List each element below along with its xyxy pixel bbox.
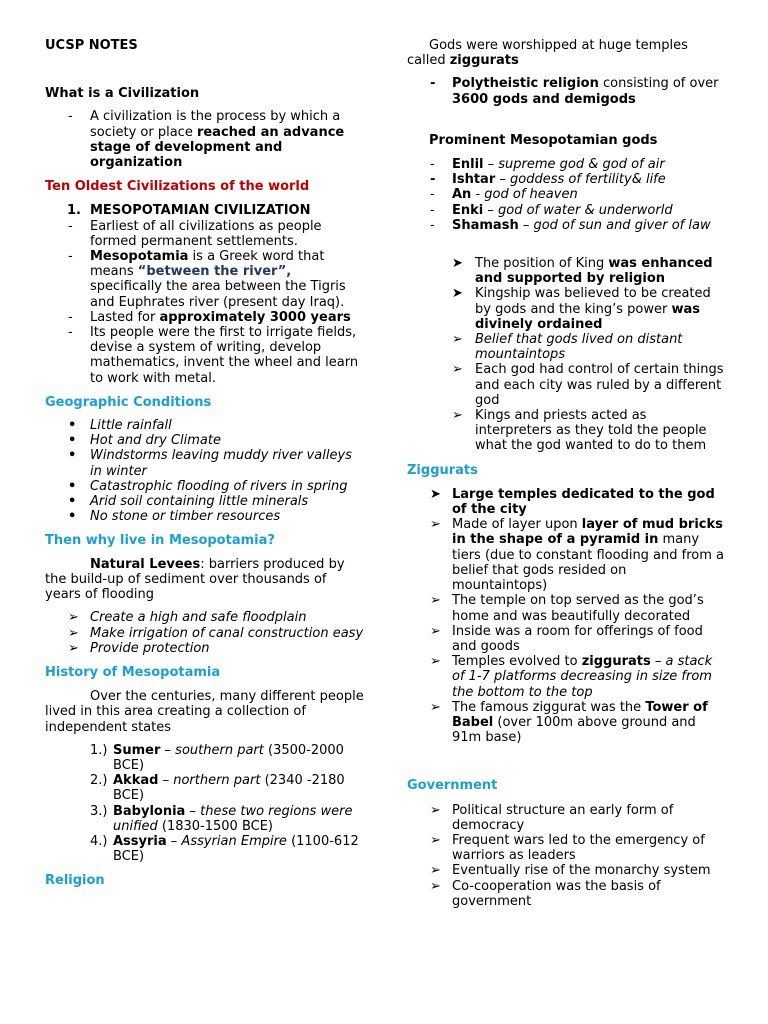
list-item: - Polytheistic religion consisting of over 3600 gods and demigods	[430, 76, 719, 107]
list-item: - Shamash – god of sun and giver of law	[430, 217, 711, 233]
list-item: ➢ Frequent wars led to the emergency of warriors as leaders	[430, 832, 705, 864]
list-item: - Lasted for approximately 3000 years	[68, 309, 351, 325]
ziggurats-list	[407, 487, 725, 745]
list-item: - Enki – god of water & underworld	[430, 202, 673, 218]
list-item: • Windstorms leaving muddy river valleys in winter	[68, 448, 352, 479]
ziggurats-heading: Ziggurats	[407, 462, 478, 478]
religion-heading: Religion	[45, 873, 105, 889]
list-item: ➢ Each god had control of certain things and each city was ruled by a different god	[452, 362, 724, 408]
list-item: ➢ Co-cooperation was the basis of government	[430, 878, 661, 909]
geo-list	[45, 418, 365, 524]
list-item: - A civilization is the process by which a society or place reached an advance stage of development and organization	[68, 109, 345, 171]
list-item: 1.) Sumer – southern part (3500-2000 BCE)	[90, 742, 344, 773]
list-item: • Catastrophic flooding of rivers in spring	[68, 478, 348, 494]
civ-list	[45, 219, 365, 386]
list-item: ➢ Inside was a room for offerings of food and goods	[430, 623, 703, 654]
list-item: • Little rainfall	[68, 418, 172, 434]
list-item: • No stone or timber resources	[68, 509, 281, 525]
list-item: 3.) Babylonia – these two regions were unified (1830-1500 BCE)	[90, 803, 353, 834]
why-list	[45, 610, 365, 656]
why-heading: Then why live in Mesopotamia?	[45, 533, 275, 549]
gods-heading: Prominent Mesopotamian gods	[429, 132, 658, 148]
list-item: - Enlil – supreme god & god of air	[430, 157, 665, 173]
list-item: 2.) Akkad – northern part (2340 -2180 BCE)	[90, 773, 345, 804]
list-item: ➢ Made of layer upon layer of mud bricks in the shape of a pyramid in many tiers (due to constant flooding and from a belief that gods resided on mountaintops)	[430, 517, 725, 594]
what-is-heading: What is a Civilization	[45, 86, 200, 102]
list-item: ➤ Kingship was believed to be created by gods and the king’s power was divinely ordained	[452, 286, 711, 332]
religion-list	[407, 76, 725, 106]
list-item: ➤ Large temples dedicated to the god of the city	[430, 486, 715, 518]
list-item: - Earliest of all civilizations as people formed permanent settlements.	[68, 218, 322, 249]
list-item: ➢ Political structure an early form of democracy	[430, 802, 674, 833]
list-item: - An - god of heaven	[430, 187, 578, 203]
list-item: ➤ The position of King was enhanced and supported by religion	[452, 256, 713, 287]
list-item: - Its people were the first to irrigate fields, devise a system of writing, develop mathematics, invent the wheel and learn to work with metal.	[68, 325, 359, 386]
list-item: ➢ Belief that gods lived on distant mountaintops	[452, 332, 683, 363]
civ-title: 1. MESOPOTAMIAN CIVILIZATION	[67, 203, 311, 219]
list-item: ➢ Make irrigation of canal construction easy	[68, 625, 364, 641]
right-column	[407, 38, 725, 909]
list-item: ➢ Temples evolved to ziggurats – a stack of 1-7 platforms decreasing in size from the bottom to the top	[430, 654, 713, 700]
king-list	[407, 256, 725, 454]
list-item: - Ishtar – goddess of fertility& life	[430, 172, 666, 188]
list-item: ➢ Create a high and safe floodplain	[68, 610, 307, 626]
list-item: • Arid soil containing little minerals	[68, 494, 309, 510]
list-item: ➢ The famous ziggurat was the Tower of Babel (over 100m above ground and 91m base)	[430, 699, 708, 746]
levee-paragraph: Natural Levees: barriers produced by the build-up of sediment over thousands of years of flooding	[45, 556, 345, 603]
list-item: ➢ Eventually rise of the monarchy system	[430, 863, 711, 879]
list-item: • Hot and dry Climate	[68, 433, 221, 449]
government-heading: Government	[407, 778, 498, 794]
what-is-list	[45, 109, 365, 170]
government-list	[407, 803, 725, 909]
list-item: ➢ Provide protection	[68, 640, 210, 656]
geo-heading: Geographic Conditions	[45, 394, 212, 410]
history-list	[45, 743, 365, 865]
ten-oldest-heading: Ten Oldest Civilizations of the world	[45, 179, 310, 195]
left-column	[45, 38, 365, 889]
religion-intro: Gods were worshipped at huge temples called ziggurats	[407, 38, 688, 69]
list-item: ➢ The temple on top served as the god’s home and was beautifully decorated	[430, 593, 704, 624]
doc-title: UCSP NOTES	[45, 38, 138, 53]
list-item: 4.) Assyria – Assyrian Empire (1100-612 BCE)	[90, 833, 359, 865]
list-item: - Mesopotamia is a Greek word that means “between the river”, specifically the area between the Tigris and Euphrates river (present day Iraq).	[68, 249, 346, 310]
history-intro: Over the centuries, many different people lived in this area creating a collection of independent states	[45, 689, 364, 735]
history-heading: History of Mesopotamia	[45, 664, 221, 680]
list-item: ➢ Kings and priests acted as interpreters as they told the people what the god wanted to do to them	[452, 408, 707, 454]
gods-list	[407, 157, 725, 233]
